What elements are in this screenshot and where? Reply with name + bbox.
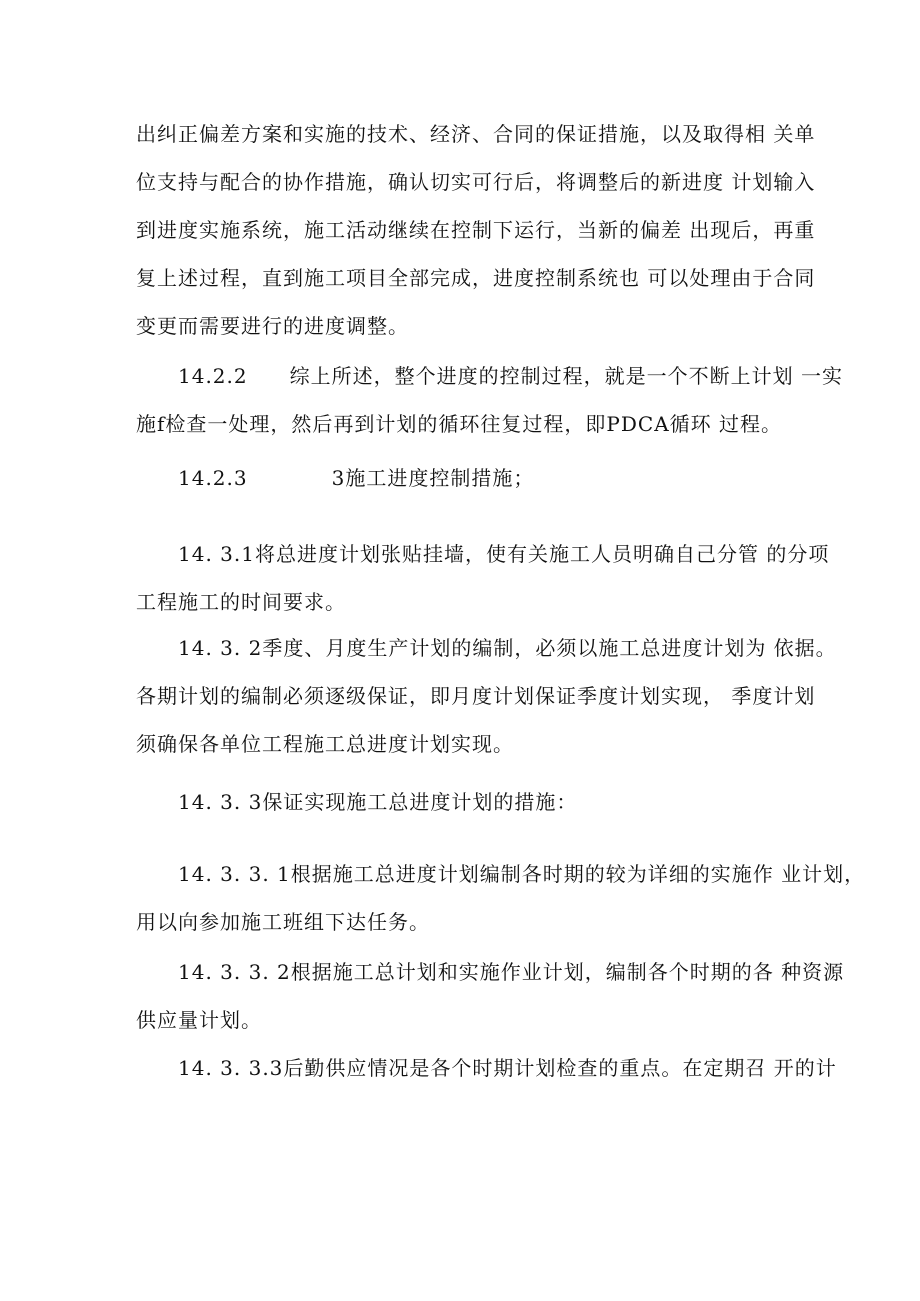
text-line: 用以向参加施工班组下达任务。: [136, 910, 430, 934]
text-line: 14. 3. 3. 2根据施工总计划和实施作业计划，编制各个时期的各 种资源: [178, 960, 845, 984]
text-line: 位支持与配合的协作措施，确认切实可行后，将调整后的新进度 计划输入: [136, 170, 816, 194]
paragraph-14-2-2: [136, 352, 843, 448]
text-line: 出纠正偏差方案和实施的技术、经济、合同的保证措施，以及取得相 关单: [136, 122, 816, 146]
text-line: 须确保各单位工程施工总进度计划实现。: [136, 732, 514, 756]
text-line: 变更而需要进行的进度调整。: [136, 314, 409, 338]
paragraph-14-3-1: [136, 530, 830, 626]
text-line: 14. 3. 3.3后勤供应情况是各个时期计划检查的重点。在定期召 开的计: [178, 1056, 837, 1080]
text-line: 14. 3. 2季度、月度生产计划的编制，必须以施工总进度计划为 依据。: [178, 636, 837, 660]
text-line: 工程施工的时间要求。: [136, 590, 346, 614]
paragraph-14-3-2: [136, 624, 837, 768]
text-line: 14. 3. 3保证实现施工总进度计划的措施：: [178, 790, 578, 814]
text-line: 施f检查一处理，然后再到计划的循环往复过程，即PDCA循环 过程。: [136, 412, 782, 436]
text-line: 14.2.2 综上所述，整个进度的控制过程，就是一个不断上计划 一实: [178, 364, 843, 388]
text-line: 到进度实施系统，施工活动继续在控制下运行，当新的偏差 出现后，再重: [136, 218, 816, 242]
text-line: 14. 3. 3. 1根据施工总进度计划编制各时期的较为详细的实施作 业计划，: [178, 862, 866, 886]
paragraph-deviation-correction: [136, 110, 816, 350]
text-line: 14.2.3 3施工进度控制措施；: [178, 466, 535, 490]
text-line: 14. 3.1将总进度计划张贴挂墙，使有关施工人员明确自己分管 的分项: [178, 542, 830, 566]
heading-14-2-3: [136, 454, 788, 502]
text-line: 供应量计划。: [136, 1008, 262, 1032]
paragraph-14-3-3-1: [136, 850, 866, 946]
heading-14-3-3: [136, 778, 788, 826]
text-line: 各期计划的编制必须逐级保证，即月度计划保证季度计划实现， 季度计划: [136, 684, 816, 708]
paragraph-14-3-3-3: [136, 1044, 837, 1092]
text-line: 复上述过程，直到施工项目全部完成，进度控制系统也 可以处理由于合同: [136, 266, 816, 290]
paragraph-14-3-3-2: [136, 948, 845, 1044]
